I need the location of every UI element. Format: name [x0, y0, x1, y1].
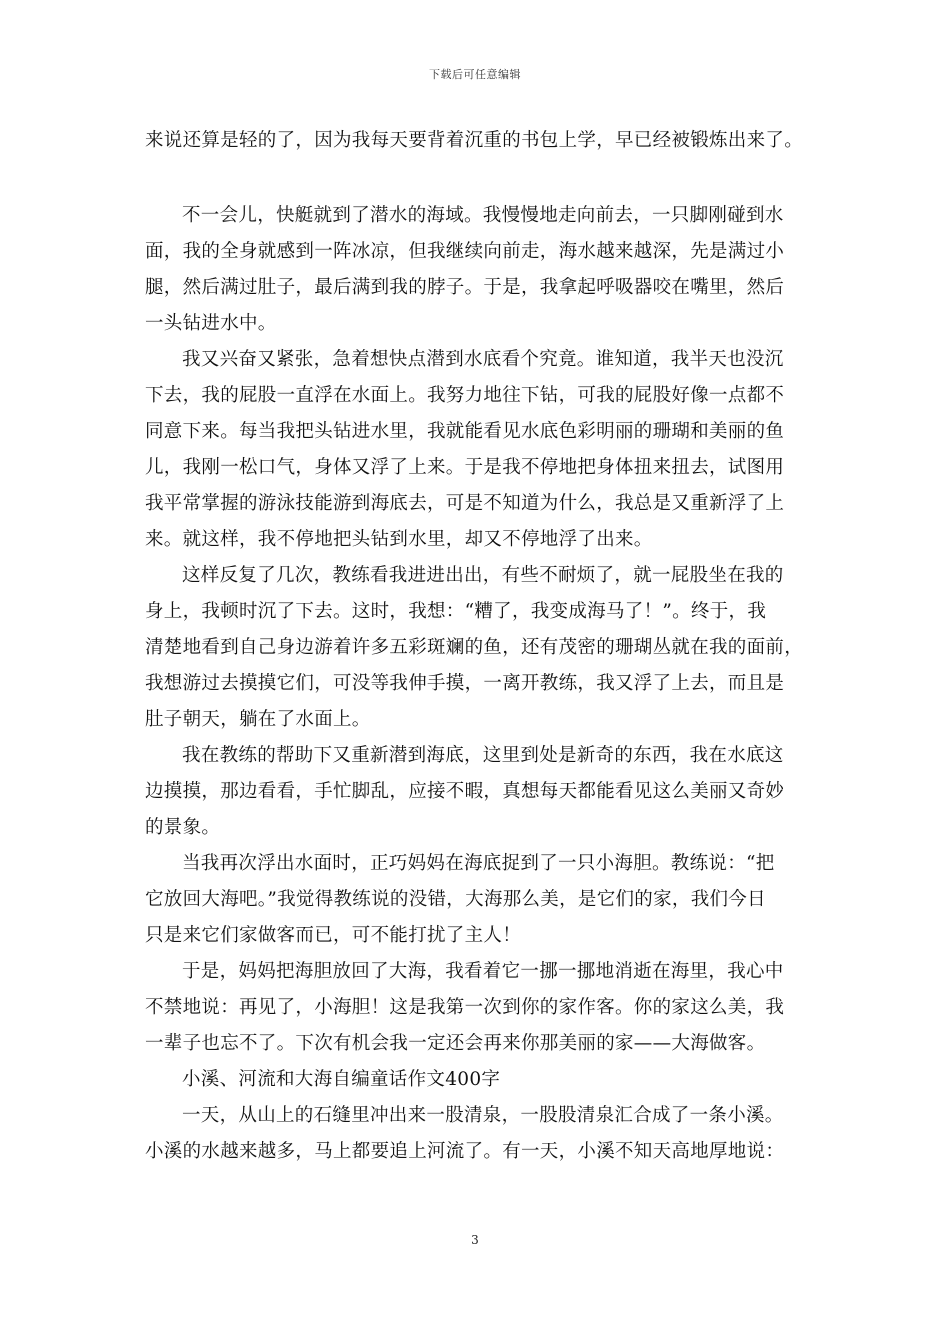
text-line: 我想游过去摸摸它们，可没等我伸手摸，一离开教练，我又浮了上去，而且是: [145, 673, 785, 694]
paragraph-start-line: 一天，从山上的石缝里冲出来一股清泉，一股股清泉汇合成了一条小溪。: [182, 1105, 784, 1126]
paragraph-start-line: 这样反复了几次，教练看我进进出出，有些不耐烦了，就一屁股坐在我的: [182, 565, 784, 586]
text-line: 面，我的全身就感到一阵冰凉，但我继续向前走，海水越来越深，先是满过小: [145, 241, 785, 262]
text-line: 一头钻进水中。: [145, 313, 277, 334]
text-line: 的景象。: [145, 817, 221, 838]
text-line: 下去，我的屁股一直浮在水面上。我努力地往下钻，可我的屁股好像一点都不: [145, 385, 785, 406]
text-line: 我平常掌握的游泳技能游到海底去，可是不知道为什么，我总是又重新浮了上: [145, 493, 785, 514]
text-line: 边摸摸，那边看看，手忙脚乱，应接不暇，真想每天都能看见这么美丽又奇妙: [145, 781, 785, 802]
text-line: 清楚地看到自己身边游着许多五彩斑斓的鱼，还有茂密的珊瑚丛就在我的面前，: [145, 637, 804, 658]
text-line: 不禁地说：再见了，小海胆！这是我第一次到你的家作客。你的家这么美，我: [145, 997, 785, 1018]
page-number: 3: [471, 1233, 479, 1247]
paragraph-start-line: 于是，妈妈把海胆放回了大海，我看着它一挪一挪地消逝在海里，我心中: [182, 961, 784, 982]
paragraph-start-line: 我在教练的帮助下又重新潜到海底，这里到处是新奇的东西，我在水底这: [182, 745, 784, 766]
text-line: 来。就这样，我不停地把头钻到水里，却又不停地浮了出来。: [145, 529, 653, 550]
paragraph-start-line: 不一会儿，快艇就到了潜水的海域。我慢慢地走向前去，一只脚刚碰到水: [182, 205, 784, 226]
text-line: 一辈子也忘不了。下次有机会我一定还会再来你那美丽的家——大海做客。: [145, 1033, 766, 1054]
text-line: 儿，我刚一松口气，身体又浮了上来。于是我不停地把身体扭来扭去，试图用: [145, 457, 785, 478]
text-line: 肚子朝天，躺在了水面上。: [145, 709, 371, 730]
text-line: 小溪的水越来越多，马上都要追上河流了。有一天，小溪不知天高地厚地说：: [145, 1141, 785, 1162]
text-line: 腿，然后满过肚子，最后满到我的脖子。于是，我拿起呼吸器咬在嘴里，然后: [145, 277, 785, 298]
text-line: 它放回大海吧。”我觉得教练说的没错，大海那么美，是它们的家，我们今日: [145, 889, 766, 910]
text-line: 同意下来。每当我把头钻进水里，我就能看见水底色彩明丽的珊瑚和美丽的鱼: [145, 421, 785, 442]
text-line: 来说还算是轻的了，因为我每天要背着沉重的书包上学，早已经被锻炼出来了。: [145, 130, 804, 151]
section-title: 小溪、河流和大海自编童话作文400字: [182, 1069, 501, 1090]
text-line: 只是来它们家做客而已，可不能打扰了主人！: [145, 925, 522, 946]
page-header: 下载后可任意编辑: [429, 68, 521, 81]
paragraph-start-line: 当我再次浮出水面时，正巧妈妈在海底捉到了一只小海胆。教练说：“把: [182, 853, 775, 874]
text-line: 身上，我顿时沉了下去。这时，我想：“糟了，我变成海马了！”。终于，我: [145, 601, 767, 622]
paragraph-start-line: 我又兴奋又紧张，急着想快点潜到水底看个究竟。谁知道，我半天也没沉: [182, 349, 784, 370]
